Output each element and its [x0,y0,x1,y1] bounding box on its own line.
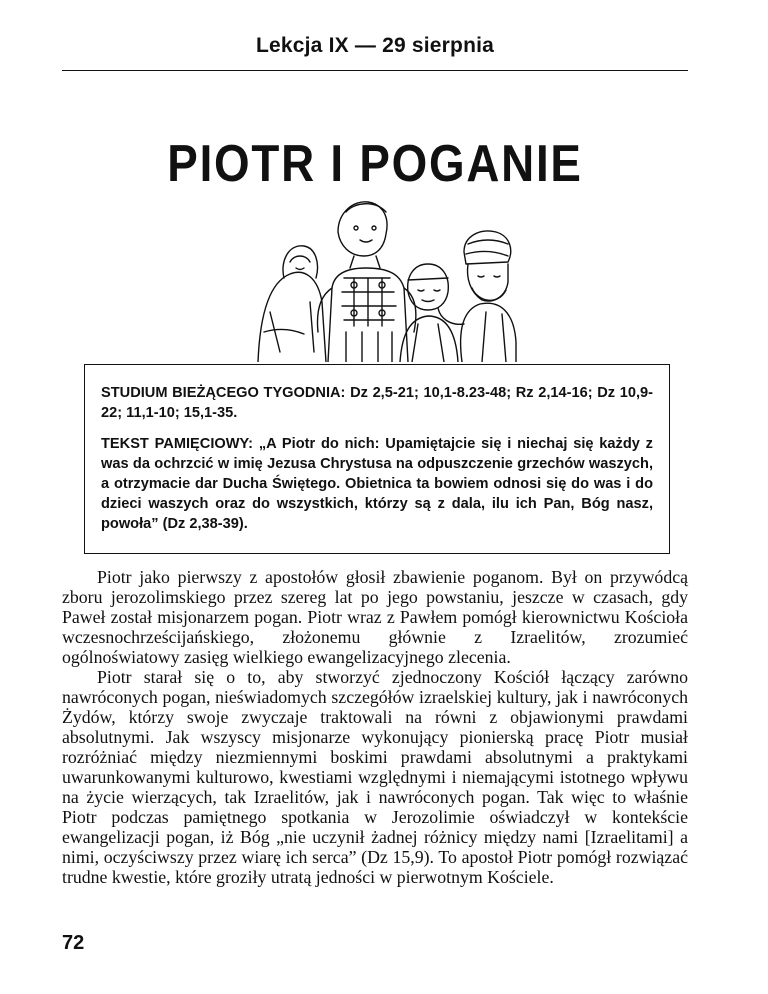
people-gathering-illustration [250,192,518,362]
study-box [84,364,670,554]
body-paragraph-2: Piotr starał się o to, aby stworzyć zjednoczony Kościół łączący zarówno nawróconych pogan, nieświadomych szczegółów izraelskiej kultury, jak i nawróconych Żydów, którzy swoje zwyczaje traktowali na równi z objawionymi prawdami absolutnymi. Jak wszyscy misjonarze wykonujący pionierską pracę Piotr musiał rozróżniać między niezmiennymi boskimi prawdami absolutnymi a praktykami uwarunkowanymi kulturowo, kwestiami względnymi i niemającymi istotnego wpływu na życie wierzących, tak Izraelitów, jak i nawróconych pogan. Tak więc to właśnie Piotr podczas pamiętnego spotkania w Jerozolimie oświadczył w kontekście ewangelizacji pogan, iż Bóg „nie uczynił żadnej różnicy między nami [Izraelitami] a nimi, oczyściwszy przez wiarę ich serca” (Dz 15,9). To apostoł Piotr pomógł rozwiązać trudne kwestie, które groziły utratą jedności w pierwotnym Kościele. [62,667,688,887]
lesson-body [62,567,688,887]
lesson-title: PIOTR I POGANIE [167,135,583,193]
study-references: Dz 2,5-21; 10,1-8.23-48; Rz 2,14-16; Dz 10,9-22; 11,1-10; 15,1-35. [101,385,653,421]
memory-verse-label: TEKST PAMIĘCIOWY: [101,436,254,452]
header-rule [62,70,688,71]
lesson-header: Lekcja IX — 29 sierpnia [255,34,495,57]
memory-verse-paragraph [101,434,653,534]
study-paragraph [101,383,653,423]
body-paragraph-1: Piotr jako pierwszy z apostołów głosił zbawienie poganom. Był on przywódcą zboru jerozolimskiego przez szereg lat po jego powstaniu, jeszcze w czasach, gdy Paweł został misjonarzem pogan. Piotr wraz z Pawłem pomógł kierownictwu Kościoła wczesnochrześcijańskiego, złożonemu głównie z Izraelitów, zrozumieć ogólnoświatowy zasięg wielkiego ewangelizacyjnego zlecenia. [62,567,688,667]
page-number: 72 [62,932,85,954]
memory-verse-text: „A Piotr do nich: Upamiętajcie się i niechaj się każdy z was da ochrzcić w imię Jezusa Chrystusa na odpuszczenie grzechów waszych, a otrzymacie dar Ducha Świętego. Obietnica ta bowiem odnosi się do was i do dzieci waszych oraz do wszystkich, którzy są z dala, ilu ich Pan, Bóg nasz, powoła” (Dz 2,38-39). [101,436,653,532]
study-label: STUDIUM BIEŻĄCEGO TYGODNIA: [101,385,346,401]
